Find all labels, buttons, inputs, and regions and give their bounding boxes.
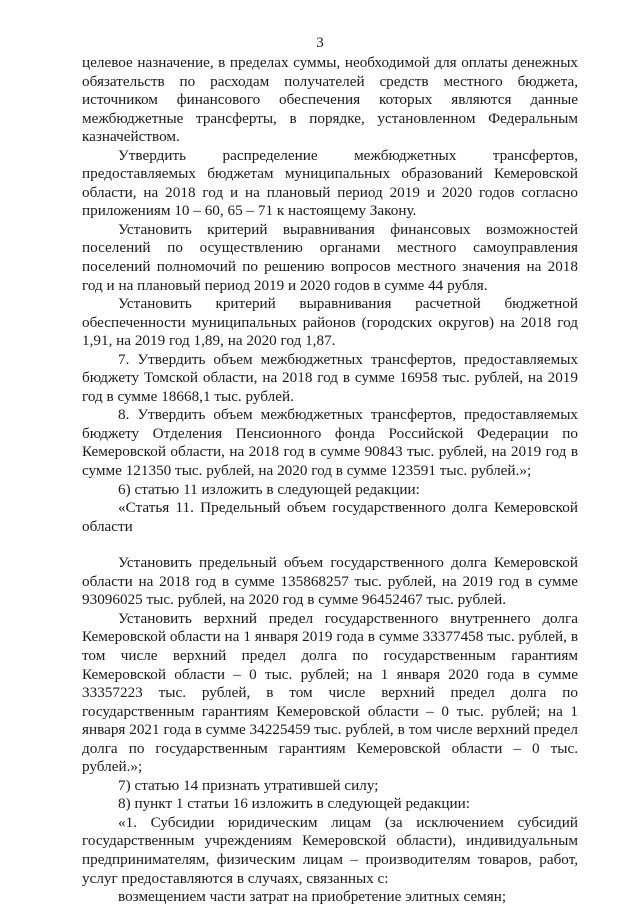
- paragraph-transfers-distribution: Утвердить распределение межбюджетных трансфертов, предоставляемых бюджетам муниципальных образований Кемеровской области, на 2018 год и на плановый период 2019 и 2020 годов согласно приложениям 10 – 60, 65 – 71 к настоящему Закону.: [82, 146, 578, 220]
- paragraph-amendment-6: 6) статью 11 изложить в следующей редакции:: [118, 480, 420, 498]
- paragraph-continuation: целевое назначение, в пределах суммы, необходимой для оплаты денежных обязательств по расходам получателей средств местного бюджета, источником финансового обеспечения которых являются данные межбюджетные трансферты, в порядке, установленном Федеральным казначейством.: [82, 54, 578, 146]
- paragraph-elite-seeds: возмещением части затрат на приобретение элитных семян;: [118, 888, 507, 906]
- page-number: 3: [316, 35, 324, 51]
- paragraph-item-8: 8. Утвердить объем межбюджетных трансфертов, предоставляемых бюджету Отделения Пенсионного фонда Российской Федерации по Кемеровской области, на 2018 год в сумме 90843 тыс. рублей, на 2019 год в сумме 121350 тыс. рублей, на 2020 год в сумме 123591 тыс. рублей.»;: [82, 406, 578, 480]
- paragraph-district-criterion: Установить критерий выравнивания расчетной бюджетной обеспеченности муниципальных районов (городских округов) на 2018 год 1,91, на 2019 год 1,89, на 2020 год 1,87.: [82, 295, 578, 350]
- paragraph-debt-limit: Установить предельный объем государственного долга Кемеровской области на 2018 год в сумме 135868257 тыс. рублей, на 2019 год в сумме 93096025 тыс. рублей, на 2020 год в сумме 96452467 тыс. рублей.: [82, 554, 578, 609]
- paragraph-subsidies: «1. Субсидии юридическим лицам (за исключением субсидий государственным учреждениям Кемеровской области), индивидуальным предпринимателям, физическим лицам – производителям товаров, работ, услуг предоставляются в случаях, связанных с:: [82, 813, 578, 887]
- paragraph-amendment-7: 7) статью 14 признать утратившей силу;: [118, 776, 379, 794]
- article-11-heading: «Статья 11. Предельный объем государственного долга Кемеровской области: [82, 499, 578, 535]
- paragraph-settlement-criterion: Установить критерий выравнивания финансовых возможностей поселений по осуществлению органами местного самоуправления поселений полномочий по решению вопросов местного значения на 2018 год и на плановый период 2019 и 2020 годов в сумме 44 рубля.: [82, 220, 578, 294]
- paragraph-amendment-8: 8) пункт 1 статьи 16 изложить в следующей редакции:: [118, 795, 471, 813]
- paragraph-debt-upper-limit: Установить верхний предел государственного внутреннего долга Кемеровской области на 1 января 2019 года в сумме 33377458 тыс. рублей, в том числе верхний предел долга по государственным гарантиям Кемеровской области – 0 тыс. рублей; на 1 января 2020 года в сумме 33357223 тыс. рублей, в том числе верхний предел долга по государственным гарантиям Кемеровской области – 0 тыс. рублей; на 1 января 2021 года в сумме 34225459 тыс. рублей, в том числе верхний предел долга по государственным гарантиям Кемеровской области – 0 тыс. рублей.»;: [82, 609, 578, 776]
- document-body: [82, 54, 578, 907]
- paragraph-item-7: 7. Утвердить объем межбюджетных трансфертов, предоставляемых бюджету Томской области, на 2018 год в сумме 16958 тыс. рублей, на 2019 год в сумме 18668,1 тыс. рублей.: [82, 350, 578, 405]
